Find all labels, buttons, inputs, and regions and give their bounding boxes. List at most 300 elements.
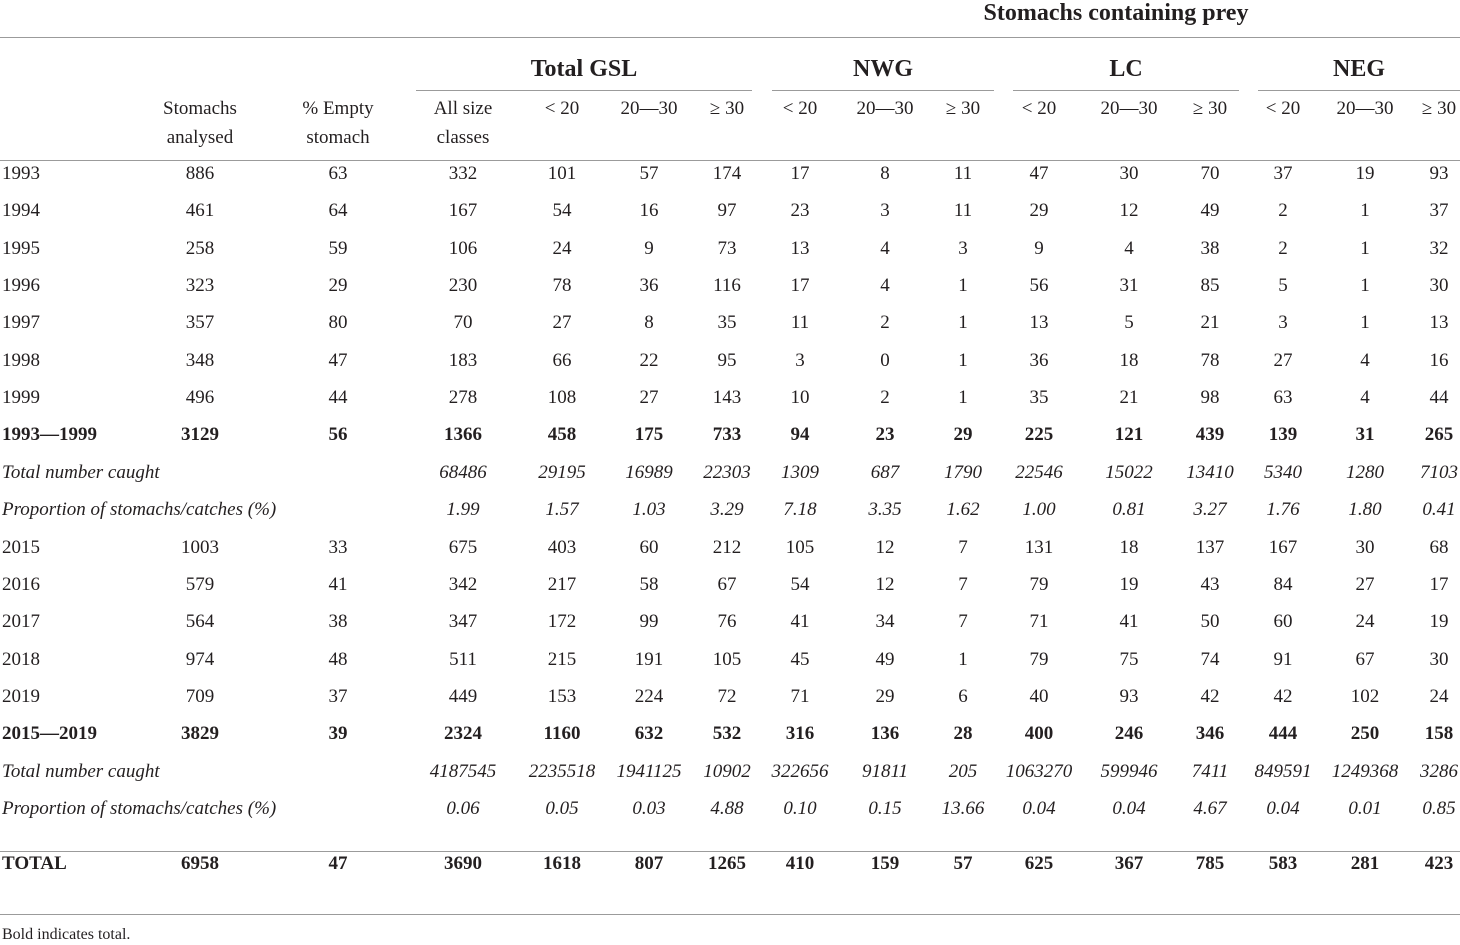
table-cell: 3 xyxy=(880,200,890,221)
table-cell: 0.04 xyxy=(1266,798,1300,819)
table-cell: 71 xyxy=(790,686,810,707)
table-cell: 12 xyxy=(875,537,895,558)
table-cell: 0.81 xyxy=(1112,499,1146,520)
table-cell: 28 xyxy=(953,723,973,744)
table-cell: 3 xyxy=(795,350,805,371)
table-cell: 73 xyxy=(717,238,737,259)
table-cell: 19 xyxy=(1119,574,1139,595)
table-cell: 31 xyxy=(1119,275,1139,296)
table-cell: 0 xyxy=(880,350,890,371)
table-cell: 1 xyxy=(1360,238,1370,259)
table-cell: 15022 xyxy=(1105,462,1153,483)
row-label: 2017 xyxy=(2,611,40,632)
table-cell: 72 xyxy=(717,686,737,707)
table-cell: 423 xyxy=(1424,853,1454,874)
table-cell: 27 xyxy=(639,387,659,408)
table-cell: 230 xyxy=(448,275,478,296)
table-cell: 1618 xyxy=(543,853,581,874)
group-header-nwg: NWG xyxy=(853,56,913,82)
table-cell: 217 xyxy=(547,574,577,595)
table-row xyxy=(0,192,1460,229)
table-cell: 2235518 xyxy=(528,761,596,782)
table-cell: 4 xyxy=(1124,238,1134,259)
table-cell: 346 xyxy=(1195,723,1225,744)
group-rule-lc xyxy=(1013,90,1239,91)
table-cell: 1.80 xyxy=(1348,499,1382,520)
table-cell: 1 xyxy=(958,649,968,670)
table-row xyxy=(0,230,1460,267)
table-row xyxy=(0,416,1460,453)
table-cell: 19 xyxy=(1355,163,1375,184)
table-cell: 625 xyxy=(1024,853,1054,874)
table-cell: 11 xyxy=(953,163,973,184)
table-cell: 67 xyxy=(717,574,737,595)
table-cell: 66 xyxy=(552,350,572,371)
column-header-line: ≥ 30 xyxy=(1421,98,1457,119)
table-cell: 47 xyxy=(328,350,348,371)
table-cell: 68486 xyxy=(439,462,487,483)
table-cell: 63 xyxy=(328,163,348,184)
table-cell: 215 xyxy=(547,649,577,670)
table-cell: 12 xyxy=(1119,200,1139,221)
table-cell: 60 xyxy=(1273,611,1293,632)
table-cell: 6 xyxy=(958,686,968,707)
bottom-rule xyxy=(0,914,1460,915)
table-cell: 250 xyxy=(1350,723,1380,744)
table-cell: 37 xyxy=(328,686,348,707)
table-cell: 0.01 xyxy=(1348,798,1382,819)
table-cell: 167 xyxy=(448,200,478,221)
table-cell: 37 xyxy=(1273,163,1293,184)
table-cell: 0.03 xyxy=(632,798,666,819)
table-cell: 48 xyxy=(328,649,348,670)
column-header-line: < 20 xyxy=(544,98,580,119)
table-cell: 24 xyxy=(552,238,572,259)
table-cell: 11 xyxy=(953,200,973,221)
table-cell: 68 xyxy=(1429,537,1449,558)
group-rule-nwg xyxy=(772,90,994,91)
table-row xyxy=(0,790,1460,827)
table-cell: 1063270 xyxy=(1005,761,1073,782)
table-cell: 0.10 xyxy=(783,798,817,819)
table-cell: 4187545 xyxy=(429,761,497,782)
table-cell: 131 xyxy=(1024,537,1054,558)
table-cell: 4.67 xyxy=(1193,798,1227,819)
table-cell: 439 xyxy=(1195,424,1225,445)
table-cell: 137 xyxy=(1195,537,1225,558)
table-cell: 153 xyxy=(547,686,577,707)
table-cell: 22303 xyxy=(703,462,751,483)
table-cell: 1 xyxy=(958,312,968,333)
table-cell: 43 xyxy=(1200,574,1220,595)
table-cell: 29 xyxy=(328,275,348,296)
table-cell: 36 xyxy=(1029,350,1049,371)
table-cell: 3.27 xyxy=(1193,499,1227,520)
table-cell: 41 xyxy=(328,574,348,595)
row-label: Total number caught xyxy=(2,462,160,483)
table-cell: 709 xyxy=(185,686,215,707)
row-label: 2016 xyxy=(2,574,40,595)
table-cell: 532 xyxy=(712,723,742,744)
table-cell: 1.00 xyxy=(1022,499,1056,520)
table-cell: 3690 xyxy=(444,853,482,874)
table-cell: 19 xyxy=(1429,611,1449,632)
table-cell: 1 xyxy=(1360,275,1370,296)
table-cell: 42 xyxy=(1200,686,1220,707)
table-cell: 1 xyxy=(1360,312,1370,333)
table-cell: 105 xyxy=(785,537,815,558)
table-row xyxy=(0,715,1460,752)
table-cell: 9 xyxy=(644,238,654,259)
table-cell: 583 xyxy=(1268,853,1298,874)
table-cell: 16989 xyxy=(625,462,673,483)
table-cell: 175 xyxy=(634,424,664,445)
table-cell: 41 xyxy=(790,611,810,632)
table-row xyxy=(0,603,1460,640)
table-cell: 444 xyxy=(1268,723,1298,744)
table-cell: 34 xyxy=(875,611,895,632)
table-row xyxy=(0,454,1460,491)
column-header-line: stomach xyxy=(306,127,370,148)
table-cell: 35 xyxy=(1029,387,1049,408)
table-cell: 1366 xyxy=(444,424,482,445)
table-cell: 30 xyxy=(1355,537,1375,558)
table-cell: 64 xyxy=(328,200,348,221)
table-cell: 1 xyxy=(958,350,968,371)
table-cell: 9 xyxy=(1034,238,1044,259)
table-cell: 3.35 xyxy=(868,499,902,520)
table-cell: 1265 xyxy=(708,853,746,874)
table-cell: 11 xyxy=(790,312,810,333)
table-cell: 0.06 xyxy=(446,798,480,819)
table-cell: 1790 xyxy=(944,462,982,483)
table-row xyxy=(0,155,1460,192)
row-label: 1993 xyxy=(2,163,40,184)
table-cell: 10902 xyxy=(703,761,751,782)
table-cell: 342 xyxy=(448,574,478,595)
table-cell: 85 xyxy=(1200,275,1220,296)
table-cell: 30 xyxy=(1429,649,1449,670)
column-header-line: analysed xyxy=(166,127,234,148)
row-label: 1995 xyxy=(2,238,40,259)
table-cell: 0.04 xyxy=(1022,798,1056,819)
table-cell: 143 xyxy=(712,387,742,408)
table-cell: 7 xyxy=(958,574,968,595)
table-cell: 78 xyxy=(552,275,572,296)
table-cell: 316 xyxy=(785,723,815,744)
table-cell: 95 xyxy=(717,350,737,371)
table-cell: 18 xyxy=(1119,537,1139,558)
table-cell: 579 xyxy=(185,574,215,595)
table-cell: 687 xyxy=(870,462,900,483)
table-cell: 807 xyxy=(634,853,664,874)
row-label: 2015—2019 xyxy=(2,723,97,744)
table-cell: 98 xyxy=(1200,387,1220,408)
table-cell: 191 xyxy=(634,649,664,670)
table-cell: 12 xyxy=(875,574,895,595)
column-header-line: 20—30 xyxy=(1336,98,1394,119)
table-cell: 136 xyxy=(870,723,900,744)
table-cell: 33 xyxy=(328,537,348,558)
table-cell: 31 xyxy=(1355,424,1375,445)
row-label: 1993—1999 xyxy=(2,424,97,445)
table-cell: 32 xyxy=(1429,238,1449,259)
group-header-lc: LC xyxy=(1109,56,1143,82)
column-header-line: All size xyxy=(433,98,493,119)
table-cell: 449 xyxy=(448,686,478,707)
table-row xyxy=(0,342,1460,379)
table-cell: 246 xyxy=(1114,723,1144,744)
table-cell: 458 xyxy=(547,424,577,445)
column-header-line: < 20 xyxy=(782,98,818,119)
table-cell: 1 xyxy=(1360,200,1370,221)
table-cell: 0.15 xyxy=(868,798,902,819)
table-cell: 886 xyxy=(185,163,215,184)
table-cell: 84 xyxy=(1273,574,1293,595)
table-cell: 49 xyxy=(1200,200,1220,221)
group-rule-neg xyxy=(1258,90,1460,91)
table-cell: 58 xyxy=(639,574,659,595)
table-cell: 2 xyxy=(1278,200,1288,221)
table-cell: 79 xyxy=(1029,574,1049,595)
table-cell: 172 xyxy=(547,611,577,632)
table-cell: 675 xyxy=(448,537,478,558)
table-cell: 99 xyxy=(639,611,659,632)
table-cell: 24 xyxy=(1355,611,1375,632)
table-cell: 94 xyxy=(790,424,810,445)
table-cell: 4 xyxy=(1360,350,1370,371)
table-cell: 57 xyxy=(953,853,973,874)
table-cell: 183 xyxy=(448,350,478,371)
table-cell: 733 xyxy=(712,424,742,445)
column-header xyxy=(408,94,518,152)
table-cell: 7 xyxy=(958,611,968,632)
table-cell: 47 xyxy=(1029,163,1049,184)
table-cell: 40 xyxy=(1029,686,1049,707)
table-cell: 36 xyxy=(639,275,659,296)
table-cell: 1.76 xyxy=(1266,499,1300,520)
table-cell: 38 xyxy=(328,611,348,632)
column-header-line: ≥ 30 xyxy=(945,98,981,119)
table-cell: 357 xyxy=(185,312,215,333)
table-cell: 54 xyxy=(790,574,810,595)
table-cell: 71 xyxy=(1029,611,1049,632)
table-cell: 400 xyxy=(1024,723,1054,744)
table-cell: 23 xyxy=(875,424,895,445)
table-cell: 13 xyxy=(1029,312,1049,333)
table-row xyxy=(0,491,1460,528)
table-cell: 139 xyxy=(1268,424,1298,445)
table-cell: 21 xyxy=(1200,312,1220,333)
row-label: 2019 xyxy=(2,686,40,707)
table-cell: 1.99 xyxy=(446,499,480,520)
table-cell: 2324 xyxy=(444,723,482,744)
table-cell: 159 xyxy=(870,853,900,874)
table-cell: 281 xyxy=(1350,853,1380,874)
row-label: Proportion of stomachs/catches (%) xyxy=(2,499,277,520)
table-cell: 54 xyxy=(552,200,572,221)
table-row xyxy=(0,566,1460,603)
table-cell: 8 xyxy=(880,163,890,184)
table-cell: 102 xyxy=(1350,686,1380,707)
table-cell: 30 xyxy=(1119,163,1139,184)
table-cell: 278 xyxy=(448,387,478,408)
table-cell: 22 xyxy=(639,350,659,371)
table-cell: 56 xyxy=(1029,275,1049,296)
table-cell: 347 xyxy=(448,611,478,632)
table-cell: 974 xyxy=(185,649,215,670)
row-label: 1998 xyxy=(2,350,40,371)
table-cell: 849591 xyxy=(1254,761,1312,782)
table-row xyxy=(0,641,1460,678)
table-cell: 75 xyxy=(1119,649,1139,670)
table-row xyxy=(0,267,1460,304)
column-header-line: ≥ 30 xyxy=(1192,98,1228,119)
super-header: Stomachs containing prey xyxy=(983,0,1249,26)
table-cell: 60 xyxy=(639,537,659,558)
table-cell: 44 xyxy=(1429,387,1449,408)
table-cell: 3829 xyxy=(181,723,219,744)
table-cell: 39 xyxy=(328,723,348,744)
table-cell: 38 xyxy=(1200,238,1220,259)
table-cell: 97 xyxy=(717,200,737,221)
table-cell: 1003 xyxy=(181,537,219,558)
table-cell: 167 xyxy=(1268,537,1298,558)
table-cell: 80 xyxy=(328,312,348,333)
row-label: 1997 xyxy=(2,312,40,333)
table-cell: 76 xyxy=(717,611,737,632)
table-cell: 5 xyxy=(1278,275,1288,296)
table-cell: 30 xyxy=(1429,275,1449,296)
column-header xyxy=(283,94,393,152)
row-label: TOTAL xyxy=(2,853,67,874)
table-cell: 1309 xyxy=(781,462,819,483)
table-cell: 27 xyxy=(552,312,572,333)
table-cell: 5340 xyxy=(1264,462,1302,483)
table-cell: 212 xyxy=(712,537,742,558)
row-label: 2015 xyxy=(2,537,40,558)
table-row xyxy=(0,678,1460,715)
table-row xyxy=(0,379,1460,416)
table-cell: 3286 xyxy=(1420,761,1458,782)
column-header-line: < 20 xyxy=(1021,98,1057,119)
table-cell: 56 xyxy=(328,424,348,445)
table-cell: 1.57 xyxy=(545,499,579,520)
table-row xyxy=(0,753,1460,790)
table-cell: 258 xyxy=(185,238,215,259)
table-cell: 23 xyxy=(790,200,810,221)
table-cell: 4.88 xyxy=(710,798,744,819)
table-cell: 17 xyxy=(790,163,810,184)
table-cell: 24 xyxy=(1429,686,1449,707)
table-cell: 403 xyxy=(547,537,577,558)
table-cell: 564 xyxy=(185,611,215,632)
table-cell: 1941125 xyxy=(616,761,682,782)
table-cell: 1249368 xyxy=(1331,761,1399,782)
column-header-line: ≥ 30 xyxy=(709,98,745,119)
table-cell: 2 xyxy=(880,312,890,333)
table-cell: 16 xyxy=(1429,350,1449,371)
row-label: 1996 xyxy=(2,275,40,296)
table-cell: 70 xyxy=(453,312,473,333)
table-cell: 7.18 xyxy=(783,499,817,520)
table-cell: 3 xyxy=(958,238,968,259)
table-cell: 8 xyxy=(644,312,654,333)
table-cell: 3.29 xyxy=(710,499,744,520)
table-cell: 13.66 xyxy=(941,798,985,819)
table-cell: 29 xyxy=(953,424,973,445)
table-cell: 91811 xyxy=(861,761,909,782)
table-cell: 17 xyxy=(790,275,810,296)
table-cell: 49 xyxy=(875,649,895,670)
table-cell: 7411 xyxy=(1191,761,1229,782)
table-cell: 13 xyxy=(790,238,810,259)
table-cell: 17 xyxy=(1429,574,1449,595)
table-cell: 121 xyxy=(1114,424,1144,445)
row-label: 1994 xyxy=(2,200,40,221)
table-cell: 108 xyxy=(547,387,577,408)
table-cell: 4 xyxy=(880,275,890,296)
table-cell: 29 xyxy=(1029,200,1049,221)
table-cell: 106 xyxy=(448,238,478,259)
table-cell: 7103 xyxy=(1420,462,1458,483)
table-cell: 59 xyxy=(328,238,348,259)
table-cell: 27 xyxy=(1355,574,1375,595)
table-cell: 2 xyxy=(880,387,890,408)
row-label: Total number caught xyxy=(2,761,160,782)
table-cell: 47 xyxy=(328,853,348,874)
footnote: Bold indicates total. xyxy=(2,926,131,943)
table-cell: 101 xyxy=(547,163,577,184)
column-header-line: 20—30 xyxy=(1100,98,1158,119)
table-cell: 4 xyxy=(880,238,890,259)
table-cell: 496 xyxy=(185,387,215,408)
table-cell: 5 xyxy=(1124,312,1134,333)
row-label: Proportion of stomachs/catches (%) xyxy=(2,798,277,819)
table-cell: 29195 xyxy=(538,462,586,483)
table-cell: 2 xyxy=(1278,238,1288,259)
column-header-line: < 20 xyxy=(1265,98,1301,119)
table-cell: 29 xyxy=(875,686,895,707)
group-rule-total-gsl xyxy=(416,90,752,91)
table-cell: 37 xyxy=(1429,200,1449,221)
table-cell: 22546 xyxy=(1015,462,1063,483)
group-header-neg: NEG xyxy=(1332,56,1385,82)
table-cell: 461 xyxy=(185,200,215,221)
table-cell: 1.03 xyxy=(632,499,666,520)
table-cell: 785 xyxy=(1195,853,1225,874)
table-cell: 332 xyxy=(448,163,478,184)
table-cell: 1 xyxy=(958,387,968,408)
top-rule xyxy=(0,37,1460,38)
table-cell: 13 xyxy=(1429,312,1449,333)
table-cell: 93 xyxy=(1119,686,1139,707)
table-cell: 0.85 xyxy=(1422,798,1456,819)
table-cell: 44 xyxy=(328,387,348,408)
table-cell: 4 xyxy=(1360,387,1370,408)
row-label: 1999 xyxy=(2,387,40,408)
table-cell: 93 xyxy=(1429,163,1449,184)
table-cell: 0.04 xyxy=(1112,798,1146,819)
table-cell: 6958 xyxy=(181,853,219,874)
table-cell: 3129 xyxy=(181,424,219,445)
table-cell: 70 xyxy=(1200,163,1220,184)
column-header-line: Stomachs xyxy=(163,98,237,119)
table-cell: 1.62 xyxy=(946,499,980,520)
table-cell: 21 xyxy=(1119,387,1139,408)
table-cell: 27 xyxy=(1273,350,1293,371)
table-cell: 78 xyxy=(1200,350,1220,371)
